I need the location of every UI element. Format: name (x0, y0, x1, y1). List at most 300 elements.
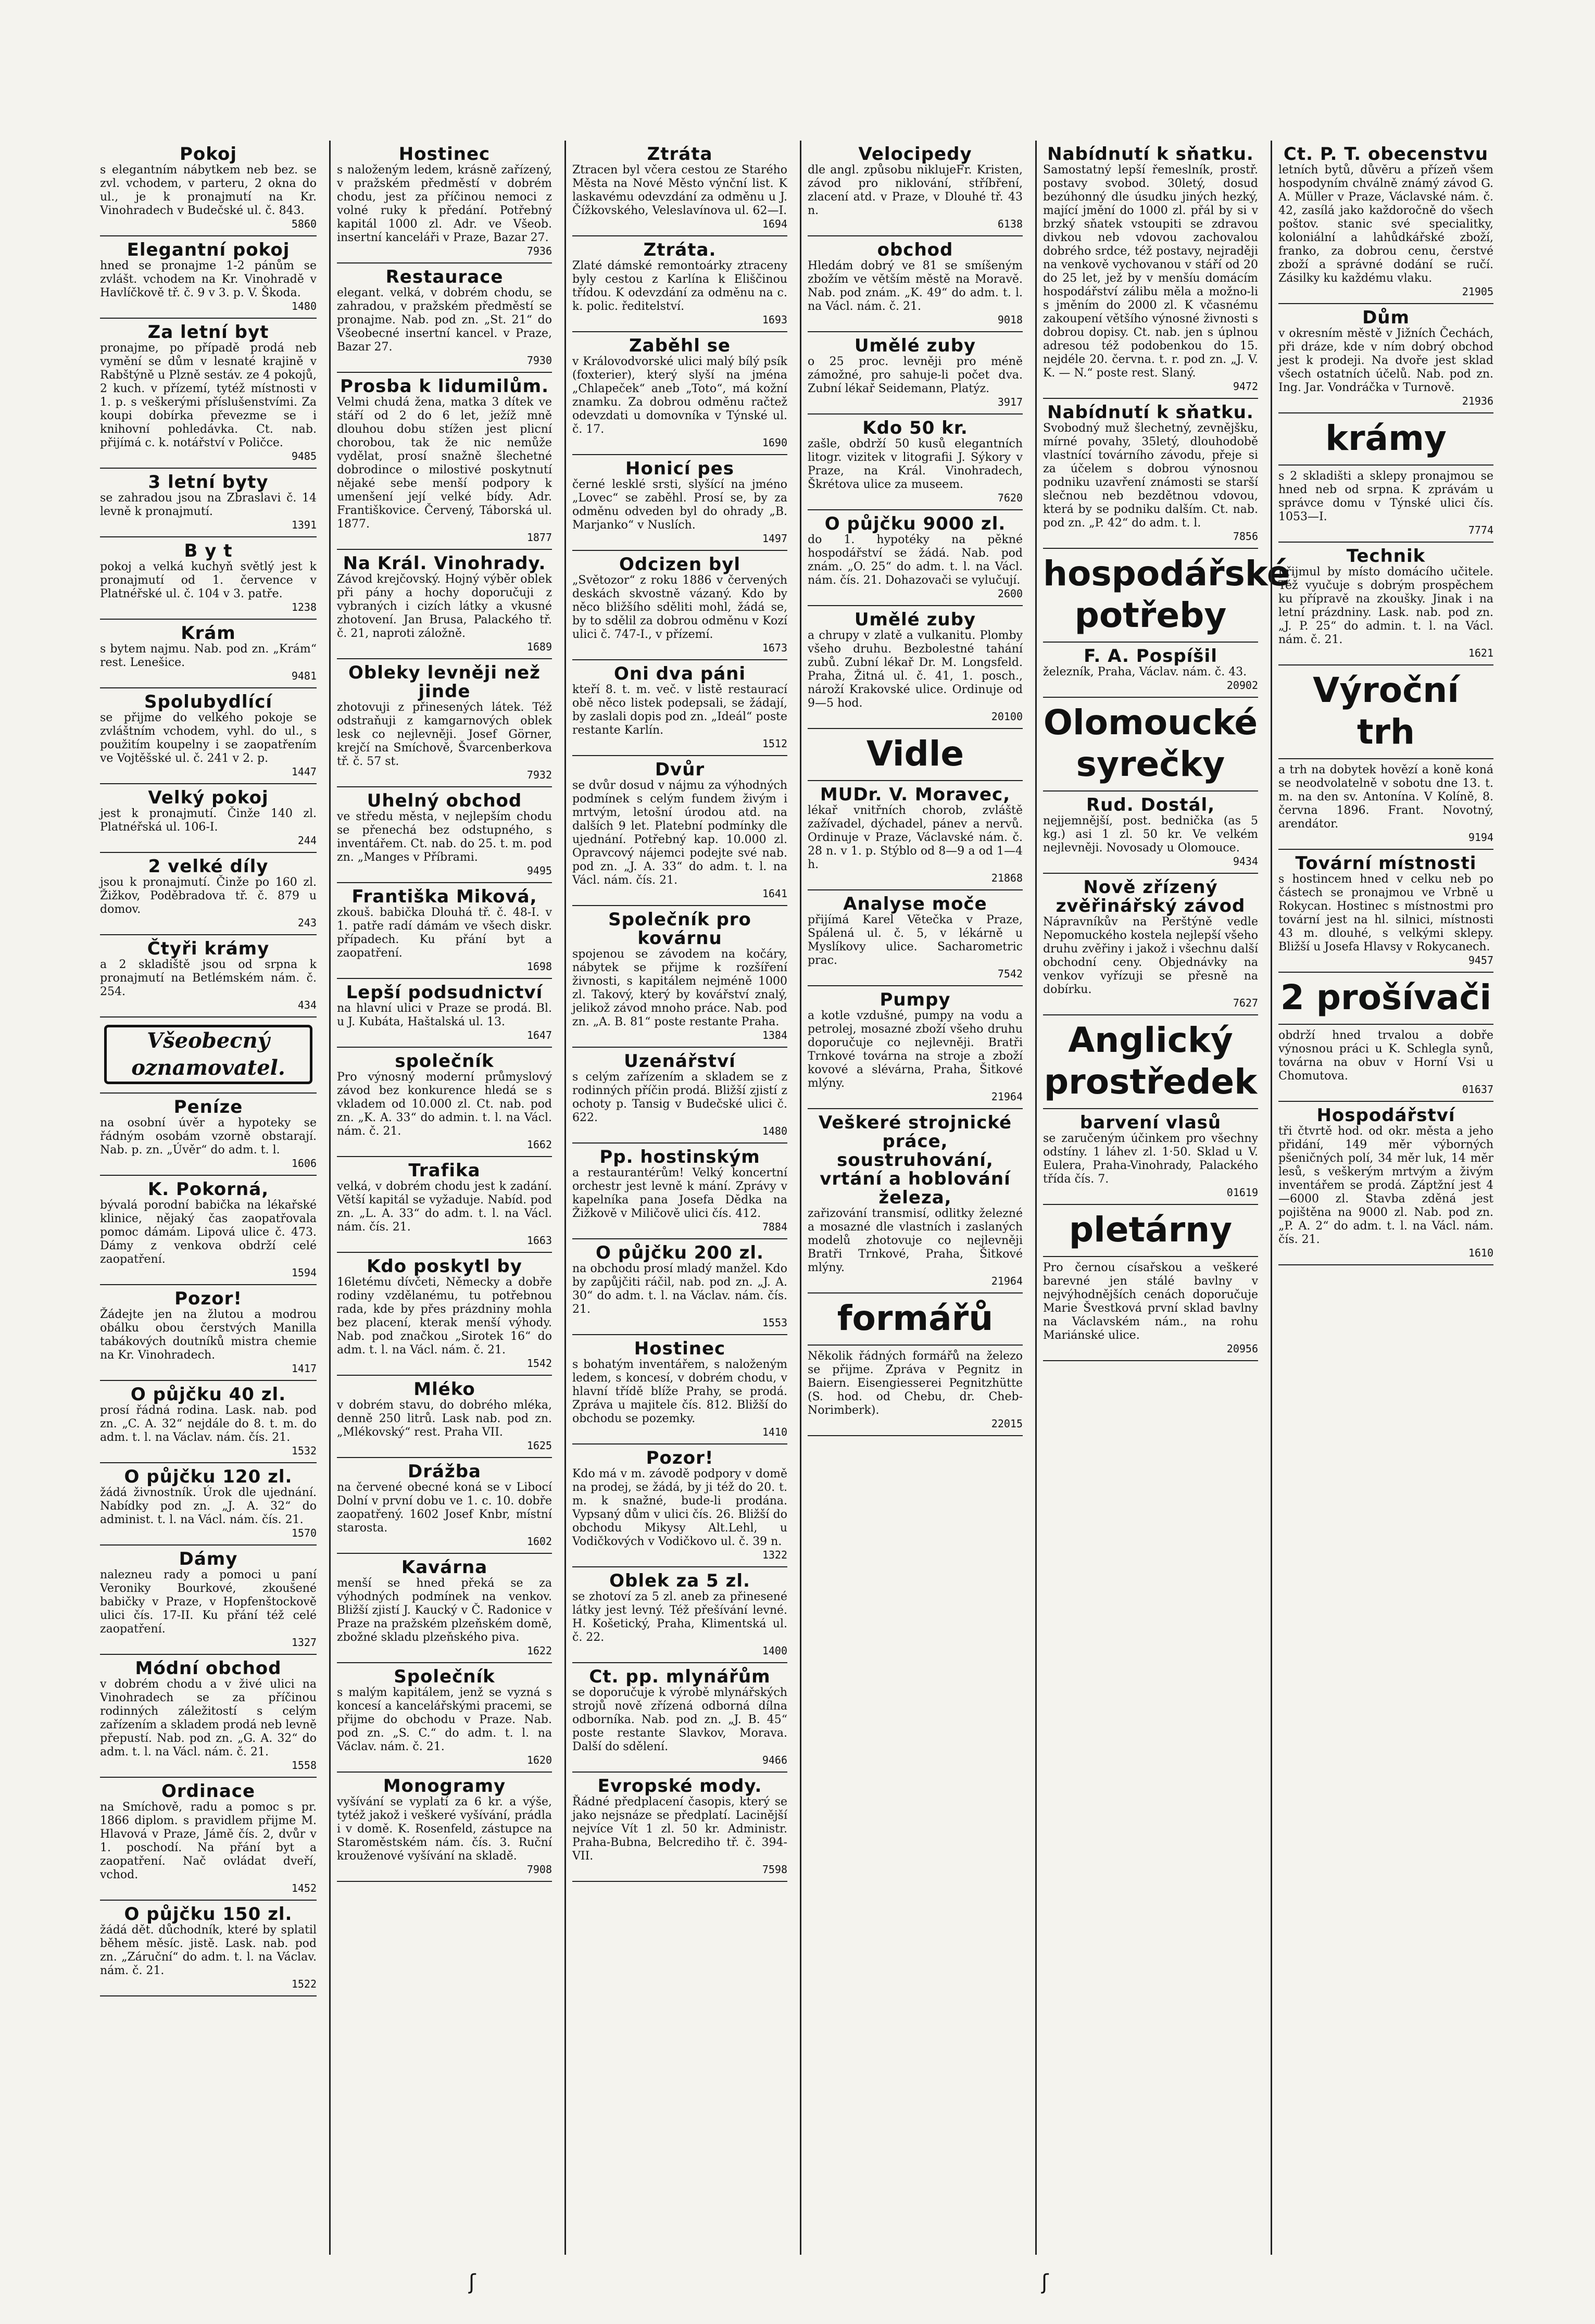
ad-text: s bytem najmu. Nab. pod zn. „Krám“ rest. Lenešice. (100, 643, 317, 669)
ad-number: 1322 (762, 1549, 787, 1561)
ad-text: spojenou se závodem na kočáry, nábytek se přijme k rozšíření živnosti, s kapitálem nejméně 1000 zl. Takový, který by kovářství znalý, jelikož závod mnoho práce. Nab. pod zn. „A. B. 81“ poste restante Praha. (572, 948, 787, 1028)
ad-number: 1606 (291, 1157, 317, 1170)
classified-ad (1043, 698, 1258, 792)
ad-heading: B y t (184, 541, 233, 561)
ad-heading: Technik (1346, 546, 1426, 567)
ad-number: 20902 (1226, 679, 1258, 692)
ad-text: dle angl. způsobu niklujeFr. Kristen, závod pro niklování, stříbření, zlacení atd. v Praze, v Dlouhé tř. 43 n. (808, 164, 1023, 217)
ad-number: 9434 (1233, 855, 1258, 868)
ad-heading: Trafika (408, 1160, 481, 1181)
ad-number: 1610 (1468, 1247, 1493, 1259)
ad-text: zkouš. babička Dlouhá tř. č. 48-I. v 1. patře radí dámám ve všech diskr. případech. Ku přání byt a zaopatření. (337, 906, 552, 960)
ad-heading: 2 velké díly (148, 856, 269, 877)
ad-text: letních bytů, důvěru a přízeň všem hospodyním chválně známý závod G. A. Müller v Praze, Václavské nám. č. 42, zasílá jako každoročně do všech poštov. stanic své specialitky, koloniální a lahůdkářské zboží, franko, za dobrou cenu, čerstvé zboží a správné dodání se ručí. Zásilky ku každému vlaku. (1278, 164, 1493, 285)
ad-heading: O půjčku 200 zl. (596, 1242, 764, 1263)
ad-number: 1558 (291, 1759, 317, 1772)
ad-heading: obchod (877, 240, 953, 260)
ad-number: 1570 (291, 1527, 317, 1539)
ad-heading: O půjčku 150 zl. (124, 1904, 293, 1925)
classified-ad (572, 236, 787, 332)
classified-ad (337, 1048, 552, 1157)
ad-text: Několik řádných formářů na železo se přijme. Zpráva v Pegnitz in Baiern. Eisengiesserei Pegnitzhütte (S. hod. od Chebu, dr. Cheb-Norimberk). (808, 1350, 1023, 1417)
classified-ad (808, 890, 1023, 986)
ad-heading: Rud. Dostál, (1086, 795, 1215, 815)
classified-ad (808, 141, 1023, 236)
ad-number: 9466 (762, 1754, 787, 1766)
ad-heading: Pp. hostinským (599, 1147, 760, 1167)
classified-ad (572, 1444, 787, 1567)
classified-ad (572, 1773, 787, 1882)
classified-ad (100, 1901, 317, 1996)
classified-ad (1278, 1025, 1493, 1102)
ad-number: 1622 (526, 1644, 552, 1657)
ad-heading: Dům (1362, 307, 1410, 328)
ad-number: 3917 (997, 396, 1023, 408)
classified-ad (100, 853, 317, 935)
classified-ad (1278, 759, 1493, 850)
classified-ad (1043, 141, 1258, 399)
classified-ad (100, 688, 317, 784)
ad-text: Hledám dobrý ve 81 se smíšeným zbožím ve větším městě na Moravě. Nab. pod znám. „K. 49“ do adm. t. l. na Václ. nám. č. 21. (808, 259, 1023, 313)
ad-heading: Hostinec (398, 144, 491, 165)
ad-number: 7542 (997, 968, 1023, 980)
ad-heading: O půjčku 120 zl. (124, 1466, 293, 1487)
ad-number: 1694 (762, 218, 787, 230)
ad-number: 1542 (526, 1357, 552, 1370)
ad-number: 21964 (991, 1275, 1023, 1287)
ad-heading: Odcizen byl (619, 554, 741, 575)
ad-text: přijímá Karel Větečka v Praze, Spálená ul. č. 5, v lékárně u Myslíkovy ulice. Sacharometric prac. (808, 913, 1023, 967)
ad-heading: Pumpy (880, 989, 951, 1010)
display-headline: formářů (837, 1298, 994, 1338)
ad-heading: Restaurace (385, 267, 504, 287)
ad-text: hned se pronajme 1-2 pánům se zvlášt. vchodem na Kr. Vinohradě v Havlíčkově tř. č. 9 v 3. p. V. Škoda. (100, 259, 317, 299)
ad-heading: Hospodářství (1316, 1105, 1455, 1126)
classified-ad (337, 373, 552, 550)
classified-ad (572, 141, 787, 236)
ad-text: s hostincem hned v celku neb po částech se pronajmou ve Vrbně u Rokycan. Hostinec s místnostmi pro tovární jest na hl. silnici, místnosti 43 m. dlouhé, s velkými sklepy. Bližší u Josefa Hlavsy v Rokycanech. (1278, 873, 1493, 953)
ad-heading: Nabídnutí k sňatku. (1047, 402, 1254, 423)
ad-text: se doporučuje k výrobě mlynářských strojů nově zřízená odborná dílna odborníka. Nab. pod zn. „J. B. 45“ poste restante Slavkov, Morava. Další do sdělení. (572, 1686, 787, 1753)
ad-heading: O půjčku 9000 zl. (824, 513, 1006, 534)
ad-number: 5860 (291, 218, 317, 230)
ad-number: 21964 (991, 1090, 1023, 1103)
classified-ad (808, 606, 1023, 729)
display-headline: Výroční trh (1313, 670, 1459, 752)
classified-ad (572, 1144, 787, 1239)
display-headline: Anglický prostředek (1044, 1020, 1258, 1102)
display-headline: pletárny (1069, 1210, 1233, 1250)
ad-heading: Na Král. Vinohrady. (343, 553, 546, 574)
ad-text: obdrží hned trvalou a dobře výnosnou práci u K. Schlegla synů, továrna na obuv v Horní Vsi u Chomutova. (1278, 1029, 1493, 1083)
ad-number: 21868 (991, 872, 1023, 884)
ad-number: 21936 (1462, 395, 1493, 407)
ad-number: 1497 (762, 532, 787, 545)
ad-number: 7627 (1233, 997, 1258, 1009)
ad-text: na červené obecné koná se v Libocí Dolní v první dobu ve 1. c. 10. dobře zaopatřený. 1602 Josef Knbr, místní starosta. (337, 1481, 552, 1535)
ad-number: 01619 (1226, 1186, 1258, 1199)
newspaper-page (94, 141, 1500, 2255)
ad-heading: Uzenářství (624, 1051, 736, 1072)
ad-number: 243 (297, 916, 317, 929)
ad-heading: K. Pokorná, (147, 1179, 269, 1200)
ad-number: 20100 (991, 710, 1023, 723)
ad-number: 9018 (997, 313, 1023, 326)
ad-number: 1662 (526, 1138, 552, 1151)
classified-ad (1043, 1015, 1258, 1109)
ad-number: 1698 (526, 960, 552, 973)
ad-number: 22015 (991, 1417, 1023, 1430)
ad-text: v okresním městě v Jižních Čechách, při dráze, kde v ním dobrý obchod jest k prodeji. Na dvoře jest sklad všech ostatních účelů. Nab. pod zn. Ing. Jar. Vondráčka v Turnově. (1278, 327, 1493, 394)
ad-heading: Ct. pp. mlynářům (589, 1666, 771, 1687)
classified-ad (1043, 1109, 1258, 1205)
classified-ad (572, 1663, 787, 1773)
ad-heading: Velký pokoj (148, 787, 269, 808)
ad-text: Kdo má v m. závodě podpory v domě na prodej, se žádá, by ji též do 20. t. m. k snažné, bude-li prodána. Vypsaný dům v ulici čís. 26. Bližší do obchodu Mikysy Alt.Lehl, u Vodičkových v Vodičkovo ul. č. 39 n. (572, 1467, 787, 1548)
ad-heading: Evropské mody. (597, 1776, 762, 1797)
classified-ad (100, 1778, 317, 1901)
ad-text: ve středu města, v nejlepším chodu se přenechá bez odstupného, s inventářem. Ct. nab. do 25. t. m. pod zn. „Manges v Příbrami. (337, 810, 552, 864)
display-headline: Vidle (866, 734, 964, 774)
ad-heading: Umělé zuby (854, 609, 976, 630)
ad-heading: Módní obchod (135, 1658, 282, 1679)
classified-ad (100, 1017, 317, 1094)
ad-text: do 1. hypotéky na pěkné hospodářství se žádá. Nab. pod znám. „O. 25“ do adm. t. l. na Václ. nám. čís. 21. Dohazovači se vylučují. (808, 533, 1023, 587)
ad-heading: Prosba k lidumilům. (340, 376, 549, 397)
ad-number: 7884 (762, 1221, 787, 1233)
ad-text: „Světozor“ z roku 1886 v červených deskách skvostně vázaný. Kdo by něco bližšího sděliti mohl, žádá se, by to sdělil za dobrou odměnu v Kozí ulici č. 747-I., v přízemí. (572, 574, 787, 641)
ad-number: 21905 (1462, 285, 1493, 298)
ad-heading: Kavárna (401, 1557, 488, 1578)
ad-text: se přijme do velkého pokoje se zvláštním vchodem, vyhl. do ul., s použitím koupelny i se zaopatřením ve Vojtěšské ul. č. 241 v 2. p. (100, 711, 317, 765)
ad-number: 9481 (291, 670, 317, 682)
ad-heading: Ztráta. (643, 240, 717, 260)
classified-ad (808, 236, 1023, 332)
classified-ad (100, 935, 317, 1017)
classified-ad (337, 1458, 552, 1554)
ad-heading: Velocipedy (858, 144, 972, 165)
ad-number: 1532 (291, 1444, 317, 1457)
ad-number: 1452 (291, 1882, 317, 1894)
ad-number: 1410 (762, 1426, 787, 1438)
classified-ad (1043, 874, 1258, 1015)
ad-text: Svobodný muž šlechetný, zevnějšku, mírné povahy, 35letý, dlouhodobě vlastnící továrního závodu, přeje si za účelem s dobrou výnosnou podniku uzavření známosti se starší slečnou neb bezdětnou vdovou, která by se podniku dalším. Ct. nab. pod zn. „P. 42“ do adm. t. l. (1043, 422, 1258, 530)
ad-text: jest k pronajmutí. Činže 140 zl. Platnéřská ul. 106-I. (100, 807, 317, 834)
classified-ad (337, 141, 552, 263)
ad-heading: Peníze (173, 1097, 243, 1117)
classified-ad (808, 1293, 1023, 1346)
ad-number: 7932 (526, 769, 552, 781)
classified-ad (337, 883, 552, 979)
classified-ad (100, 1546, 317, 1655)
ad-heading: Drážba (407, 1461, 481, 1482)
display-headline: 2 prošívači (1280, 977, 1492, 1017)
ad-number: 1620 (526, 1754, 552, 1766)
classified-ad (337, 1253, 552, 1376)
ad-text: s celým zařízením a skladem se z rodinných příčin prodá. Bližší zjistí z ochoty p. Tansig v Budečské ulici č. 622. (572, 1071, 787, 1124)
ad-number: 1480 (291, 300, 317, 312)
ad-text: a restaurantérům! Velký koncertní orchestr jest levně k mání. Zprávy v kapelníka pana Josefa Dědka na Žižkově v Miličově ulici čís. 412. (572, 1166, 787, 1220)
classified-ad (100, 537, 317, 620)
classified-ad (337, 659, 552, 787)
ad-number: 1447 (291, 765, 317, 778)
ad-heading: Obleky levněji než jinde (348, 662, 541, 702)
classified-ad (100, 1094, 317, 1176)
ad-number: 1327 (291, 1636, 317, 1649)
classified-ad (808, 986, 1023, 1109)
ad-number: 7856 (1233, 530, 1258, 543)
classified-ad (337, 1663, 552, 1773)
column-1 (94, 141, 323, 2255)
ad-heading: Čtyři krámy (147, 938, 270, 959)
ad-number: 1690 (762, 436, 787, 449)
classified-ad (100, 1655, 317, 1778)
ad-text: na osobní úvěr a hypoteky se řádným osobám vzorně obstarají. Nab. p. zn. „Úvěr“ do adm. t. l. (100, 1116, 317, 1157)
ad-number: 9194 (1468, 831, 1493, 844)
ad-text: na hlavní ulici v Praze se prodá. Bl. u J. Kubáta, Haštalská ul. 13. (337, 1002, 552, 1028)
ad-number: 9457 (1468, 954, 1493, 966)
ad-number: 7936 (526, 245, 552, 257)
ad-text: Závod krejčovský. Hojný výběr oblek při pány a hochy doporučuji z vybraných i cizích látky a vkusné zhotovení. Jan Brusa, Palackého tř. č. 21, naproti záložně. (337, 573, 552, 640)
ad-heading: Nově zřízený zvěřinářský závod (1056, 877, 1246, 916)
column-4 (800, 141, 1029, 2255)
ad-number: 9495 (526, 864, 552, 877)
classified-ad (100, 319, 317, 469)
ad-number: 244 (297, 834, 317, 847)
classified-ad (808, 332, 1023, 414)
classified-ad (572, 906, 787, 1048)
ad-heading: barvení vlasů (1079, 1112, 1222, 1133)
ad-heading: Kdo poskytl by (367, 1256, 522, 1277)
ad-text: kteří 8. t. m. več. v listě restaurací obě něco listek podepsali, se žádají, by zaslali dopis pod zn. „Ideál“ poste restante Karlín. (572, 683, 787, 737)
column-6 (1271, 141, 1500, 2255)
ad-number: 1391 (291, 519, 317, 531)
ad-text: prosí řádná rodina. Lask. nab. pod zn. „C. A. 32“ nejdále do 8. t. m. do adm. t. l. na Václav. nám. čís. 21. (100, 1404, 317, 1444)
ad-text: žádá dět. důchodník, které by splatil během měsíc. jistě. Lask. nab. pod zn. „Záruční“ do adm. t. l. na Václav. nám. č. 21. (100, 1924, 317, 1977)
ad-heading: Mléko (413, 1379, 475, 1400)
classified-ad (1043, 792, 1258, 874)
classified-ad (1043, 549, 1290, 643)
ad-heading: Umělé zuby (854, 335, 976, 356)
ad-text: bývalá porodní babička na lékařské klinice, nějaký čas zaopatřovala pomoc dámám. Lipová ulice č. 473. Dámy z venkova obdrží celé zaopatření. (100, 1199, 317, 1266)
ad-text: Řádné předplacení časopis, který se jako nejsnáze se předplatí. Lacinější nejvíce Vít 1 zl. 50 kr. Administr. Praha-Bubna, Belcrediho tř. č. 394-VII. (572, 1795, 787, 1863)
classified-ad (572, 1567, 787, 1663)
classified-ad (100, 1463, 317, 1546)
ad-number: 9472 (1233, 380, 1258, 393)
section-banner: Všeobecný oznamovatel. (104, 1025, 312, 1084)
ad-text: zařizování transmisí, odlitky železné a mosazné dle vlastních i zaslaných modelů zhotovuje co nejlevněji Bratři Trnkové, Praha, Šitkové mlýny. (808, 1207, 1023, 1274)
ad-number: 1602 (526, 1535, 552, 1548)
ad-text: pronajme, po případě prodá neb vymění se dům v lesnaté krajině v Rabštýně u Plzně sestáv. ze 4 pokojů, 2 kuch. v přízemí, tytéž místnosti v 1. p. s veškerými příslušenstvími. Za koupi dobírka převezme se i knihovní pohledávka. Ct. nab. přijímá c. k. notářství v Poličce. (100, 342, 317, 449)
ad-text: černé lesklé srsti, slyšící na jméno „Lovec“ se zaběhl. Prosí se, by za odměnu odveden byl do ohrady „B. Marjanko“ v Nuslích. (572, 478, 787, 532)
classified-ad (808, 1109, 1023, 1293)
ad-text: vyšívání se vyplatí za 6 kr. a výše, tytéž jakož i veškeré vyšívání, prádla i v domě. K. Rosenfeld, zástupce na Staroměstském nám. čís. 3. Ruční krouženové vyšívání na skladě. (337, 1795, 552, 1863)
ad-number: 7620 (997, 492, 1023, 504)
ad-text: s elegantním nábytkem neb bez. se zvl. vchodem, v parteru, 2 okna do ul., je k pronajmutí na Kr. Vinohradech v Budečské ul. č. 843. (100, 164, 317, 217)
ad-text: lékař vnitřních chorob, zvláště zažívadel, dýchadel, pánev a nervů. Ordinuje v Praze, Václavské nám. č. 28 n. v 1. p. Stýblo od 8—9 a od 1—4 h. (808, 804, 1023, 871)
ad-heading: Společník pro kovárnu (608, 909, 751, 949)
ad-text: na Smíchově, radu a pomoc s pr. 1866 diplom. s pravidlem přijme M. Hlavová v Praze, Jámě čís. 2, dvůr v 1. poschodí. Na přání byt a zaopatření. Nač ovládat dveří, vchod. (100, 1801, 317, 1881)
ad-number: 1522 (291, 1978, 317, 1990)
ad-text: se zahradou jsou na Zbraslavi č. 14 levně k pronajmutí. (100, 492, 317, 518)
ad-text: Ztracen byl včera cestou ze Starého Města na Nové Město výnční list. K laskavému odevzdání za odměnu u J. Čížkovského, Veleslavínova ul. 62—I. (572, 164, 787, 217)
ad-text: Pro černou císařskou a veškeré barevné jen stálé bavlny v nejvýhodnějších cenách doporučuje Marie Švestková první sklad bavlny na Václavském nám., na rohu Mariánské ulice. (1043, 1261, 1258, 1342)
classified-ad (572, 660, 787, 756)
ad-heading: Spolubydlící (144, 692, 272, 712)
classified-ad (1278, 413, 1493, 466)
classified-ad (1278, 543, 1493, 665)
classified-ad (1278, 304, 1493, 413)
ad-number: 1877 (526, 531, 552, 544)
ad-number: 7908 (526, 1863, 552, 1876)
classified-ad (572, 332, 787, 455)
ad-text: zhotovuji z přinesených látek. Též odstraňuji z kamgarnových oblek lesk co nejlevněji. Josef Görner, krejčí na Smíchově, Švarcenberkova tř. č. 57 st. (337, 701, 552, 768)
ad-heading: Oblek za 5 zl. (609, 1571, 750, 1591)
ad-text: nalezneu rady a pomoci u paní Veroniky Bourkové, zkoušené babičky v Praze, v Hopfenštockově ulici čís. 17-II. Ku přání též celé zaopatření. (100, 1568, 317, 1636)
ad-number: 1673 (762, 642, 787, 654)
classified-ad (572, 455, 787, 551)
ad-heading: Za letní byt (147, 322, 269, 343)
ad-text: se zaručeným účinkem pro všechny odstíny. 1 láhev zl. 1·50. Sklad u V. Eulera, Praha-Vinohrady, Palackého třída čís. 7. (1043, 1132, 1258, 1186)
ad-heading: Kdo 50 kr. (862, 418, 968, 438)
ad-heading: Pozor! (174, 1288, 242, 1309)
ad-number: 6138 (997, 218, 1023, 230)
ad-heading: Zaběhl se (629, 335, 731, 356)
classified-ad (337, 979, 552, 1048)
ad-heading: Lepší podsudnictví (346, 982, 543, 1003)
classified-ad (337, 787, 552, 883)
classified-ad (1043, 399, 1258, 549)
ad-text: a 2 skladiště jsou od srpna k pronajmutí na Betlémském nám. č. 254. (100, 958, 317, 998)
ad-text: v Královodvorské ulici malý bílý psík (foxterier), který slyší na jména „Chlapeček“ aneb „Toto“, má kožní znamku. Za dobrou odměnu račtež odevzdati u domovníka v Týnské ul. č. 17. (572, 355, 787, 436)
classified-ad (337, 1157, 552, 1253)
ad-number: 1400 (762, 1644, 787, 1657)
display-headline: Olomoucké syrečky (1043, 702, 1258, 784)
classified-ad (808, 414, 1023, 510)
classified-ad (337, 550, 552, 659)
classified-ad (100, 1285, 317, 1381)
ad-heading: Františka Miková, (351, 886, 537, 907)
ad-text: se zhotoví za 5 zl. aneb za přinesené látky jest levný. Též přešívání levné. H. Košetický, Praha, Klimentská ul. č. 22. (572, 1590, 787, 1644)
ad-heading: Monogramy (383, 1776, 506, 1797)
classified-ad (100, 236, 317, 319)
ad-heading: Ct. P. T. obecenstvu (1283, 144, 1489, 165)
ad-number: 1553 (762, 1316, 787, 1329)
ad-text: a chrupy v zlatě a vulkanitu. Plomby všeho druhu. Bezbolestné tahání zubů. Zubní lékař Dr. M. Longsfeld. Praha, Žitná ul. č. 41, 1. posch., nároží Krakovské ulice. Ordinuje od 9—5 hod. (808, 629, 1023, 710)
classified-ad (337, 263, 552, 373)
ad-heading: Dvůr (655, 759, 705, 780)
ad-number: 7598 (762, 1863, 787, 1876)
classified-ad (572, 1239, 787, 1335)
ad-heading: Analyse moče (843, 894, 987, 914)
classified-ad (100, 1176, 317, 1285)
ad-heading: O půjčku 40 zl. (130, 1384, 286, 1405)
ad-text: žádá živnostník. Úrok dle ujednání. Nabídky pod zn. „J. A. 32“ do administ. t. l. na Václ. nám. čís. 21. (100, 1486, 317, 1526)
ad-text: tři čtvrtě hod. od okr. města a jeho přidání, 149 měr výborných pšeničných polí, 34 měr luk, 14 měr lesů, s veškerým mrtvým a živým inventářem se prodá. Záptžní jest 4—6000 zl. Stavba zděná jest pojištěna na 9000 zl. Nab. pod zn. „P. A. 2“ do adm. t. l. na Václ. nám. čís. 21. (1278, 1125, 1493, 1246)
classified-ad (1278, 665, 1493, 759)
ad-number: 20956 (1226, 1342, 1258, 1355)
classified-ad (808, 729, 1023, 781)
ad-text: Pro výnosný moderní průmyslový závod bez konkurence hledá se s vkladem od 10.000 zl. Ct. nab. pod zn. „K. A. 33“ do admin. t. l. na Václ. nám. č. 21. (337, 1071, 552, 1138)
classified-ad (1043, 1257, 1258, 1361)
ad-text: velká, v dobrém chodu jest k zadání. Větší kapitál se vyžaduje. Nabíd. pod zn. „L. A. 33“ do adm. t. l. na Václ. nám. čís. 21. (337, 1180, 552, 1234)
footer-mark-2: ʃ (1041, 2270, 1049, 2294)
ad-heading: Veškeré strojnické práce, soustruhování, vrtání a hoblování železa, (818, 1112, 1012, 1208)
ad-text: Velmi chudá žena, matka 3 dítek ve stáří od 2 do 6 let, ježíž mně dlouhou dobu stížen jest plicní chorobou, tak že nic nemůže vydělat, prosí snažně šlechetné dobrodince o milostivé poskytnutí nějaké sebe menší podpory k umenšení její velké bídy. Adr. Františkovice. Červený, Táborská ul. 1877. (337, 396, 552, 531)
ad-heading: Krám (181, 623, 236, 644)
classified-ad (1278, 973, 1493, 1025)
ad-number: 1663 (526, 1234, 552, 1247)
column-2 (329, 141, 558, 2255)
ad-text: s naloženým ledem, krásně zařízený, v pražském předměstí v dobrém chodu, jest za příčinou nemoci z volné ruky k předání. Potřebný kapitál 1000 zl. Adr. ve Všeob. insertní kanceláři v Praze, Bazar 27. (337, 164, 552, 244)
ad-text: přijmul by místo domácího učitele. Též vyučuje s dobrým prospěchem ku přípravě na zkoušky. Jinak i na letní prázdniny. Lask. nab. pod zn. „J. P. 25“ do admin. t. l. na Václ. nám. č. 21. (1278, 566, 1493, 646)
classified-ad (100, 141, 317, 236)
ad-number: 1693 (762, 313, 787, 326)
ad-number: 7774 (1468, 524, 1493, 536)
classified-ad (1043, 1205, 1258, 1257)
classified-ad (337, 1773, 552, 1882)
ad-text: nejjemnější, post. bednička (as 5 kg.) asi 1 zl. 50 kr. Ve velkém nejlevněji. Novosady u Olomouce. (1043, 814, 1258, 855)
column-5 (1035, 141, 1290, 2255)
classified-ad (1043, 643, 1258, 698)
display-headline: hospodářské potřeby (1043, 554, 1290, 635)
classified-ad (572, 1048, 787, 1144)
classified-ad (337, 1376, 552, 1458)
ad-text: zašle, obdrží 50 kusů elegantních litogr. vizitek v litografii J. Sýkory v Praze, na Král. Vinohradech, Škrétova ulice za museem. (808, 437, 1023, 491)
ad-text: s 2 skladišti a sklepy pronajmou se hned neb od srpna. K zprávám u správce domu v Týnské ulici čís. 1053—I. (1278, 470, 1493, 523)
ad-heading: Pokoj (180, 144, 237, 165)
ad-heading: Elegantní pokoj (127, 240, 290, 260)
ad-text: se dvůr dosud v nájmu za výhodných podmínek s celým fundem živým i mrtvým, letošní úrodou atd. na dalších 9 let. Platební podmínky dle ujednání. Potřebný kap. 10.000 zl. Opravcový nájemci podejte své nab. pod zn. „J. A. 33“ do adm. t. l. na Václ. nám. čís. 21. (572, 779, 787, 887)
ad-heading: Nabídnutí k sňatku. (1047, 144, 1254, 165)
ad-text: menší se hned překá se za výhodných podmínek na venkov. Bližší zjistí J. Kaucký v Č. Radonice v Praze na pražském plzeňském domě, zbožné skladu plzeňského piva. (337, 1577, 552, 1644)
ad-number: 1625 (526, 1439, 552, 1452)
ad-number: 7930 (526, 354, 552, 367)
ad-text: jsou k pronajmutí. Činže po 160 zl. Žižkov, Poděbradova tř. č. 879 u domov. (100, 876, 317, 916)
ad-heading: Pozor! (646, 1448, 714, 1468)
classified-ad (1278, 1102, 1493, 1265)
classified-ad (100, 620, 317, 688)
ad-heading: Uhelný obchod (367, 790, 522, 811)
classified-ad (100, 469, 317, 537)
ad-number: 1689 (526, 640, 552, 653)
classified-ad (572, 1335, 787, 1444)
column-3 (564, 141, 794, 2255)
ad-heading: 3 letní byty (148, 472, 269, 493)
classified-ad (100, 784, 317, 853)
ad-number: 01637 (1462, 1083, 1493, 1096)
ad-heading: F. A. Pospíšil (1084, 646, 1217, 667)
ad-text: na obchodu prosí mladý manžel. Kdo by zapůjčiti ráčil, nab. pod zn. „J. A. 30“ do adm. t. l. na Václav. nám. čís. 21. (572, 1262, 787, 1316)
ad-heading: MUDr. V. Moravec, (820, 784, 1011, 805)
ad-number: 1512 (762, 737, 787, 750)
ad-number: 2600 (997, 587, 1023, 600)
ad-number: 1384 (762, 1029, 787, 1041)
ad-text: a trh na dobytek hovězí a koně koná se neodvolatelně v sobotu dne 13. t. m. na den sv. Antonína. V Kolíně, 8. června 1896. Frant. Novotný, arendátor. (1278, 763, 1493, 831)
ad-heading: Ordinace (161, 1781, 256, 1802)
ad-text: v dobrém chodu a v živé ulici na Vinohradech se za příčinou rodinných záležitostí s celým zařízením a skladem prodá neb levně přepustí. Nab. pod zn. „G. A. 32“ do adm. t. l. na Václ. nám. č. 21. (100, 1678, 317, 1758)
ad-text: elegant. velká, v dobrém chodu, se zahradou, v pražském předměstí se pronajme. Nab. pod zn. „St. 21“ do Všeobecné insertní kancel. v Praze, Bazar 27. (337, 286, 552, 354)
classified-ad (572, 551, 787, 660)
ad-text: 16letému dívčeti, Německy a dobře rodiny vzdělanému, tu potřebnou rada, kde by přes prázdniny mohla bez placení, kterak menší výhody. Nab. pod značkou „Sirotek 16“ do adm. t. l. na Václ. nám. č. 21. (337, 1276, 552, 1356)
classified-ad (572, 756, 787, 906)
ad-heading: Ztráta (647, 144, 713, 165)
ad-number: 434 (297, 999, 317, 1011)
classified-ad (337, 1554, 552, 1663)
classified-ad (100, 1381, 317, 1463)
ad-number: 1238 (291, 601, 317, 613)
ad-text: pokoj a velká kuchyň světlý jest k pronajmutí od 1. července v Platnéřské ul. č. 104 v 3. patře. (100, 560, 317, 600)
